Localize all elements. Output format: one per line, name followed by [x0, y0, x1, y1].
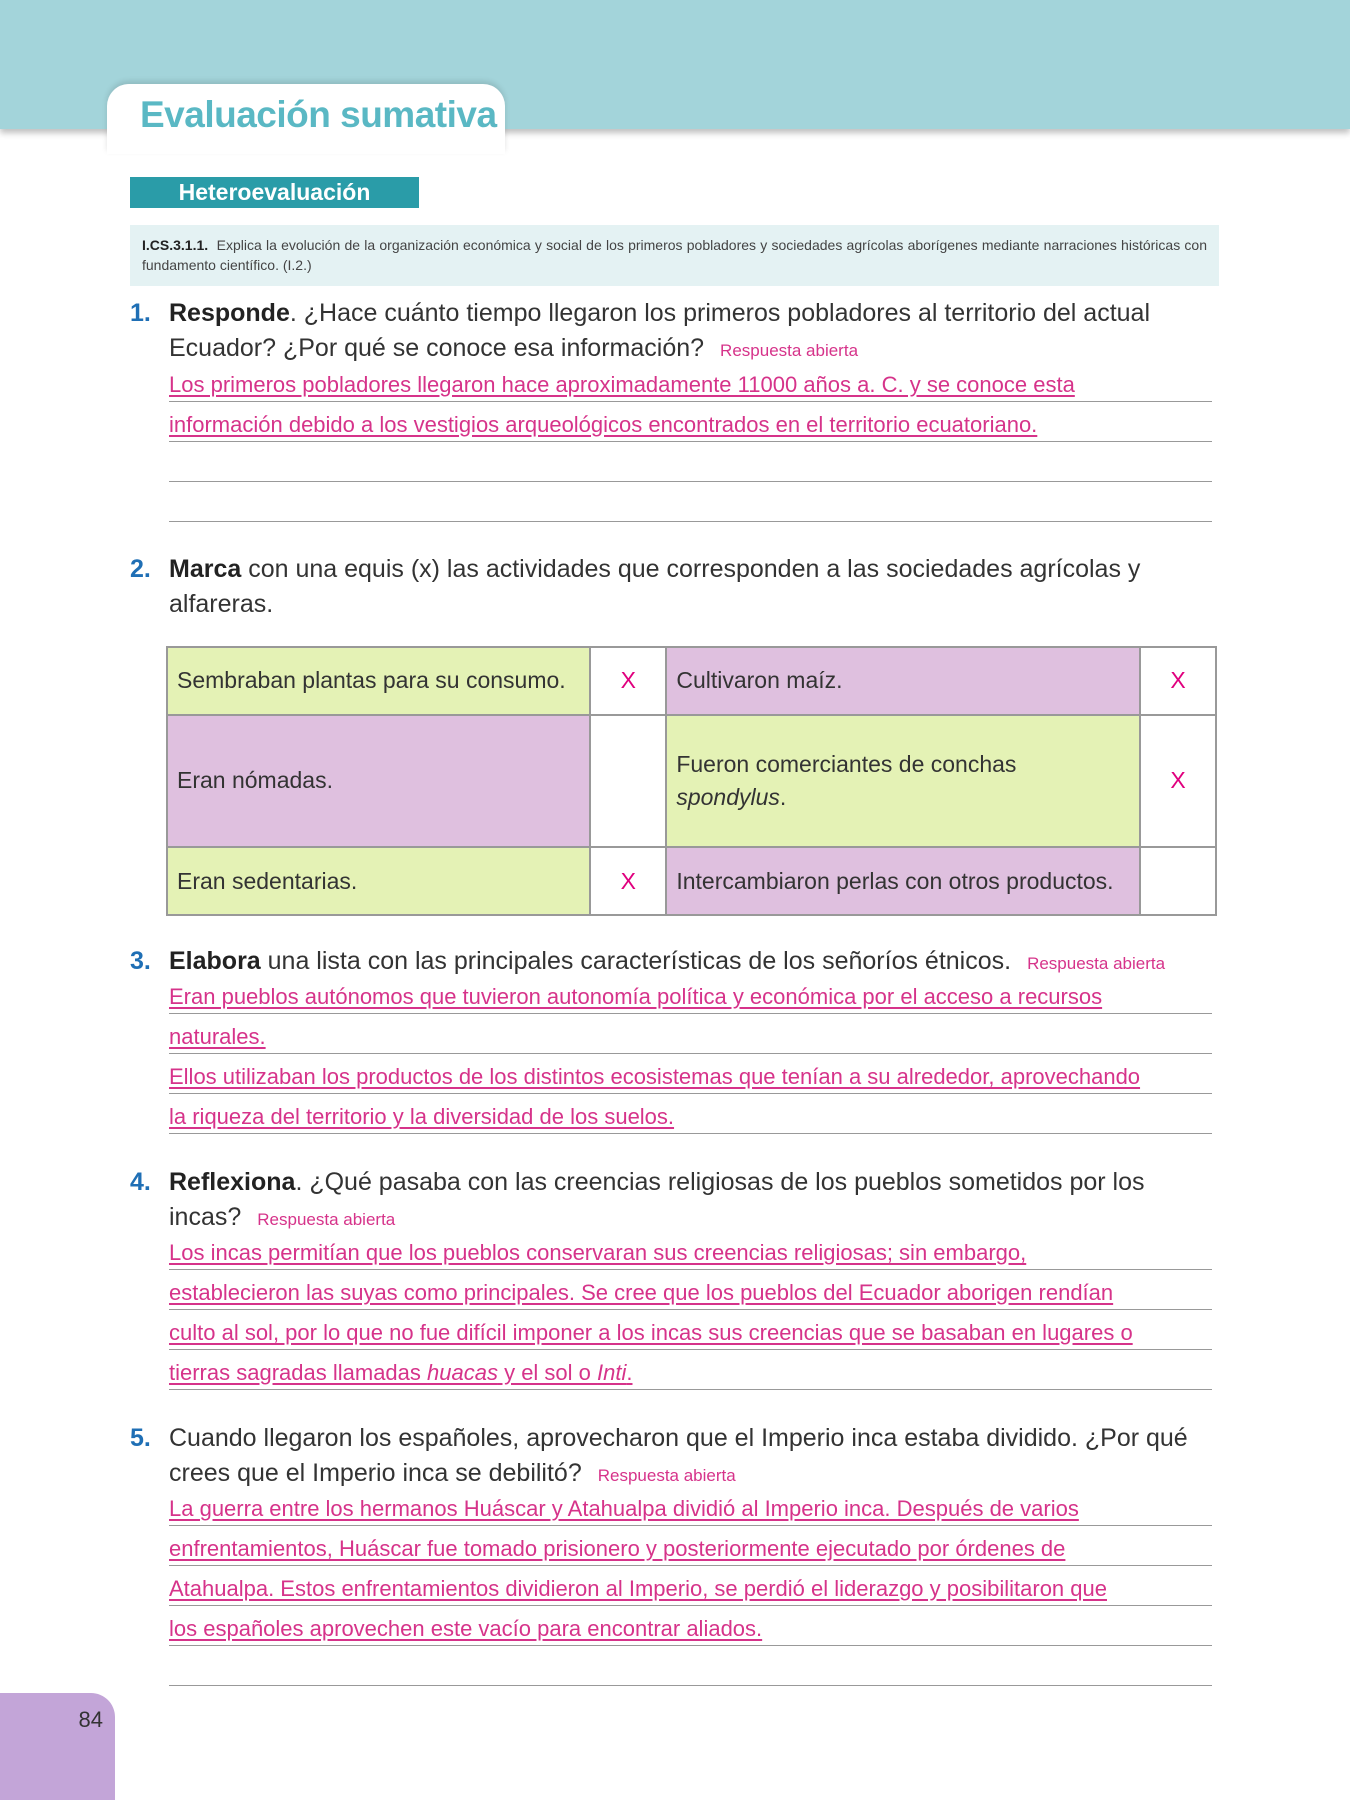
activity-cell: Eran nómadas. — [167, 715, 590, 847]
indicator-box — [130, 225, 1219, 286]
activity-cell: Eran sedentarias. — [167, 847, 590, 915]
question-number: 5. — [130, 1424, 151, 1452]
question-text: con una equis (x) las actividades que corresponden a las sociedades agrícolas y alfareras. — [169, 555, 1141, 618]
question-number: 4. — [130, 1168, 151, 1196]
activities-table — [166, 646, 1217, 916]
question-number: 1. — [130, 299, 151, 327]
question-text: una lista con las principales características de los señoríos étnicos. — [260, 947, 1012, 975]
question-number: 2. — [130, 555, 151, 583]
activity-cell: Fueron comerciantes de conchas spondylus. — [666, 715, 1140, 847]
answer-line[interactable]: Eran pueblos autónomos que tuvieron autonomía política y económica por el acceso a recursos — [169, 974, 1212, 1014]
answer-line[interactable]: culto al sol, por lo que no fue difícil imponer a los incas sus creencias que se basaban en lugares o — [169, 1310, 1212, 1350]
answer-line[interactable] — [169, 442, 1212, 482]
answer-line[interactable]: enfrentamientos, Huáscar fue tomado prisionero y posteriormente ejecutado por órdenes de — [169, 1526, 1212, 1566]
answer-line[interactable]: la riqueza del territorio y la diversidad de los suelos. — [169, 1094, 1212, 1134]
question-2 — [130, 552, 1220, 622]
answer-line[interactable]: naturales. — [169, 1014, 1212, 1054]
page-number-tab — [0, 1693, 115, 1800]
question-verb: Responde — [169, 299, 290, 327]
question-text: Cuando llegaron los españoles, aprovecharon que el Imperio inca estaba dividido. ¿Por qué crees que el Imperio inca se debilitó? — [169, 1424, 1188, 1487]
answer-line[interactable]: Los incas permitían que los pueblos conservaran sus creencias religiosas; sin embargo, — [169, 1230, 1212, 1270]
activity-cell: Intercambiaron perlas con otros productos. — [666, 847, 1140, 915]
activity-cell: Sembraban plantas para su consumo. — [167, 647, 590, 715]
mark-cell[interactable]: X — [1140, 647, 1216, 715]
section-label: Heteroevaluación — [130, 177, 419, 208]
answer-line[interactable]: tierras sagradas llamadas huacas y el sol o Inti. — [169, 1350, 1212, 1390]
indicator-text: Explica la evolución de la organización económica y social de los primeros pobladores y sociedades agrícolas aborígenes mediante narraciones históricas con fundamento científico. (I.2.) — [142, 237, 1207, 273]
answer-line[interactable] — [169, 1646, 1212, 1686]
answer-line[interactable]: establecieron las suyas como principales. Se cree que los pueblos del Ecuador aborigen rendían — [169, 1270, 1212, 1310]
activity-cell: Cultivaron maíz. — [666, 647, 1140, 715]
question-5 — [130, 1421, 1220, 1493]
indicator-code: I.CS.3.1.1. — [142, 237, 209, 253]
table-row — [167, 847, 1216, 915]
mark-cell[interactable]: X — [590, 647, 666, 715]
answer-line[interactable]: información debido a los vestigios arqueológicos encontrados en el territorio ecuatoriano. — [169, 402, 1212, 442]
mark-cell[interactable] — [1140, 847, 1216, 915]
page-number: 84 — [78, 1707, 103, 1732]
question-text: . ¿Hace cuánto tiempo llegaron los primeros pobladores al territorio del actual Ecuador? ¿Por qué se conoce esa información? — [169, 299, 1151, 362]
open-answer-label: Respuesta abierta — [720, 341, 859, 360]
question-4 — [130, 1165, 1220, 1237]
table-row — [167, 715, 1216, 847]
answer-lines-1 — [169, 362, 1212, 522]
question-verb: Elabora — [169, 947, 261, 975]
answer-line[interactable]: La guerra entre los hermanos Huáscar y Atahualpa dividió al Imperio inca. Después de varios — [169, 1486, 1212, 1526]
answer-line[interactable]: Los primeros pobladores llegaron hace aproximadamente 11000 años a. C. y se conoce esta — [169, 362, 1212, 402]
answer-line[interactable]: Atahualpa. Estos enfrentamientos dividieron al Imperio, se perdió el liderazgo y posibilitaron que — [169, 1566, 1212, 1606]
question-text: . ¿Qué pasaba con las creencias religiosas de los pueblos sometidos por los incas? — [169, 1168, 1145, 1231]
open-answer-label: Respuesta abierta — [257, 1210, 396, 1229]
table-row — [167, 647, 1216, 715]
answer-line[interactable]: los españoles aprovechen este vacío para encontrar aliados. — [169, 1606, 1212, 1646]
answer-lines-5 — [169, 1486, 1212, 1686]
question-1 — [130, 296, 1220, 368]
mark-cell[interactable] — [590, 715, 666, 847]
answer-line[interactable]: Ellos utilizaban los productos de los distintos ecosistemas que tenían a su alrededor, aprovechando — [169, 1054, 1212, 1094]
mark-cell[interactable]: X — [590, 847, 666, 915]
question-number: 3. — [130, 947, 151, 975]
mark-cell[interactable]: X — [1140, 715, 1216, 847]
open-answer-label: Respuesta abierta — [1027, 954, 1166, 973]
open-answer-label: Respuesta abierta — [597, 1466, 736, 1485]
question-verb: Reflexiona — [169, 1168, 296, 1196]
page-title: Evaluación sumativa — [140, 94, 497, 135]
question-verb: Marca — [169, 555, 242, 583]
answer-lines-3 — [169, 974, 1212, 1134]
answer-line[interactable] — [169, 482, 1212, 522]
answer-lines-4 — [169, 1230, 1212, 1390]
